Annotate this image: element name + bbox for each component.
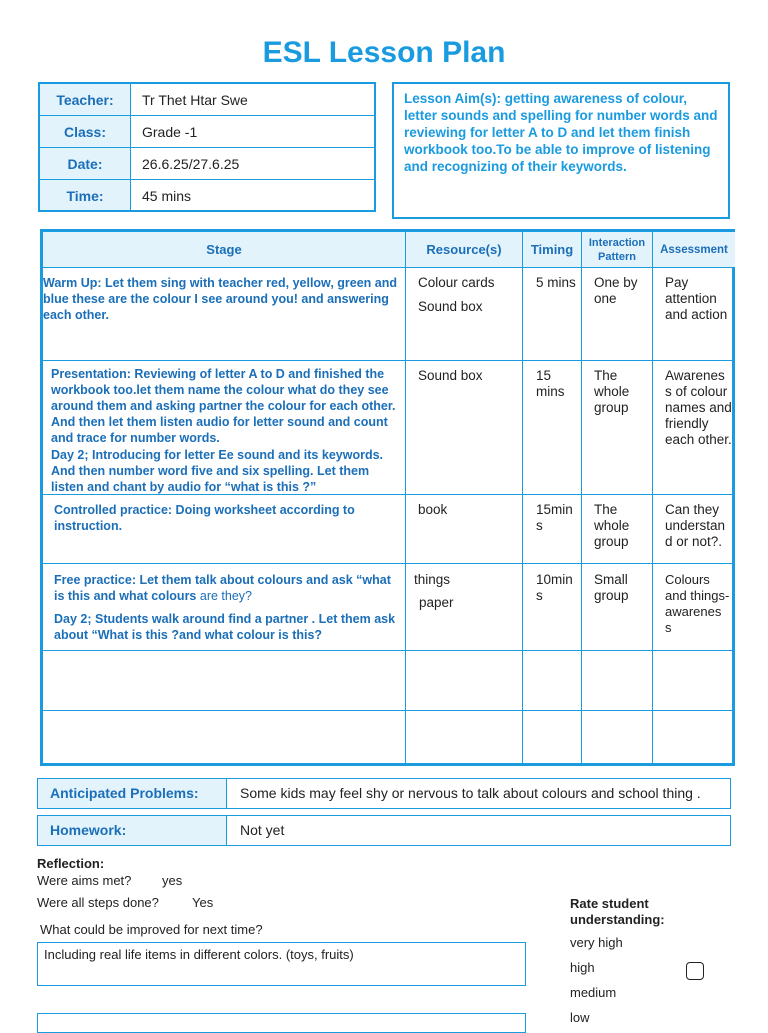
assessment-value: Can they understan d or not?.	[665, 502, 726, 549]
resource-item: Colour cards	[418, 275, 495, 290]
page-title: ESL Lesson Plan	[262, 36, 506, 69]
timing-value: 15min s	[536, 502, 573, 533]
anticipated-problems	[37, 778, 731, 809]
stage-presentation-day2: Day 2; Introducing for letter Ee sound and its keywords. And then number word five and six spelling. Let them listen and chant by audio for “what is this ?”	[51, 448, 384, 494]
rating-option-medium[interactable]: medium	[570, 985, 617, 1000]
stage-warm-up: Warm Up: Let them sing with teacher red, yellow, green and blue these are the colour I see around you! and answering each other.	[43, 276, 397, 322]
improve-answer-box[interactable]	[37, 942, 526, 986]
interaction-value: One by one	[594, 275, 638, 306]
stage-free-practice	[54, 572, 399, 604]
reflection-heading: Reflection:	[37, 856, 105, 871]
info-value: Grade -1	[142, 124, 198, 140]
stage-presentation: Presentation: Reviewing of letter A to D and finished the workbook too.let them name the colour what do they see around them and asking partner the colour for each other. And then let them listen audio for letter sound and count and trace for number words.	[51, 367, 396, 445]
rating-option-low[interactable]: low	[570, 1010, 590, 1025]
problems-label: Anticipated Problems:	[38, 779, 227, 808]
homework	[37, 815, 731, 846]
notes-box[interactable]	[37, 1013, 526, 1033]
stage-table	[40, 229, 735, 766]
improve-answer: Including real life items in different colors. (toys, fruits)	[44, 947, 354, 962]
info-value: 45 mins	[142, 188, 192, 204]
header-stage: Stage	[43, 232, 405, 267]
improve-question: What could be improved for next time?	[40, 922, 263, 937]
resource-item: paper	[419, 595, 454, 610]
stage-controlled-practice: Controlled practice: Doing worksheet according to instruction.	[54, 503, 355, 533]
resource-item: Sound box	[418, 299, 483, 314]
info-value: 26.6.25/27.6.25	[142, 156, 240, 172]
interaction-value: Small group	[594, 572, 629, 603]
interaction-value: The whole group	[594, 502, 630, 549]
info-row-teacher	[40, 84, 374, 116]
stage-free-practice-day2: Day 2; Students walk around find a partner . Let them ask about “What is this ?and what colour is this?	[54, 612, 396, 642]
rating-checkbox[interactable]	[686, 962, 704, 980]
header-assessment: Assessment	[653, 232, 735, 267]
homework-value: Not yet	[240, 822, 285, 838]
homework-label: Homework:	[38, 816, 227, 845]
header-resources: Resource(s)	[406, 232, 522, 267]
info-value: Tr Thet Htar Swe	[142, 92, 248, 108]
info-label: Date:	[40, 148, 131, 179]
timing-value: 15 mins	[536, 368, 565, 399]
aims-answer: yes	[162, 873, 183, 888]
resource-item: Sound box	[418, 368, 483, 383]
info-label: Teacher:	[40, 84, 131, 115]
rating-option-high[interactable]: high	[570, 960, 595, 975]
steps-answer: Yes	[192, 895, 214, 910]
info-label: Time:	[40, 180, 131, 210]
timing-value: 5 mins	[536, 275, 576, 290]
aims-question: Were aims met?	[37, 873, 132, 888]
assessment-value: Awarenes s of colour names and friendly each other.	[665, 368, 732, 447]
resource-item: things	[414, 572, 451, 587]
resource-item: book	[418, 502, 448, 517]
rating-heading: Rate student understanding:	[570, 896, 665, 927]
steps-question: Were all steps done?	[37, 895, 159, 910]
info-label: Class:	[40, 116, 131, 147]
problems-value: Some kids may feel shy or nervous to talk about colours and school thing .	[240, 785, 701, 801]
lesson-aim-box: Lesson Aim(s): getting awareness of colour, letter sounds and spelling for number words and reviewing for letter A to D and let them finish workbook too.To be able to improve of listening and recognizing of their keywords.	[392, 82, 730, 219]
assessment-value: Pay attention and action	[665, 275, 728, 322]
info-row-class	[40, 116, 374, 148]
rating-option-very-high[interactable]: very high	[570, 935, 623, 950]
lesson-info-table	[38, 82, 376, 212]
interaction-value: The whole group	[594, 368, 630, 415]
header-timing: Timing	[523, 232, 581, 267]
stage-free-practice-plain: are they?	[196, 589, 252, 603]
timing-value: 10min s	[536, 572, 573, 603]
stage-free-practice-bold: Free practice: Let them talk about colours and ask “what is this and what colours	[54, 573, 391, 603]
info-row-date	[40, 148, 374, 180]
header-interaction: Interaction Pattern	[582, 232, 652, 267]
assessment-value: Colours and things- awarenes s	[665, 572, 730, 635]
info-row-time	[40, 180, 374, 210]
